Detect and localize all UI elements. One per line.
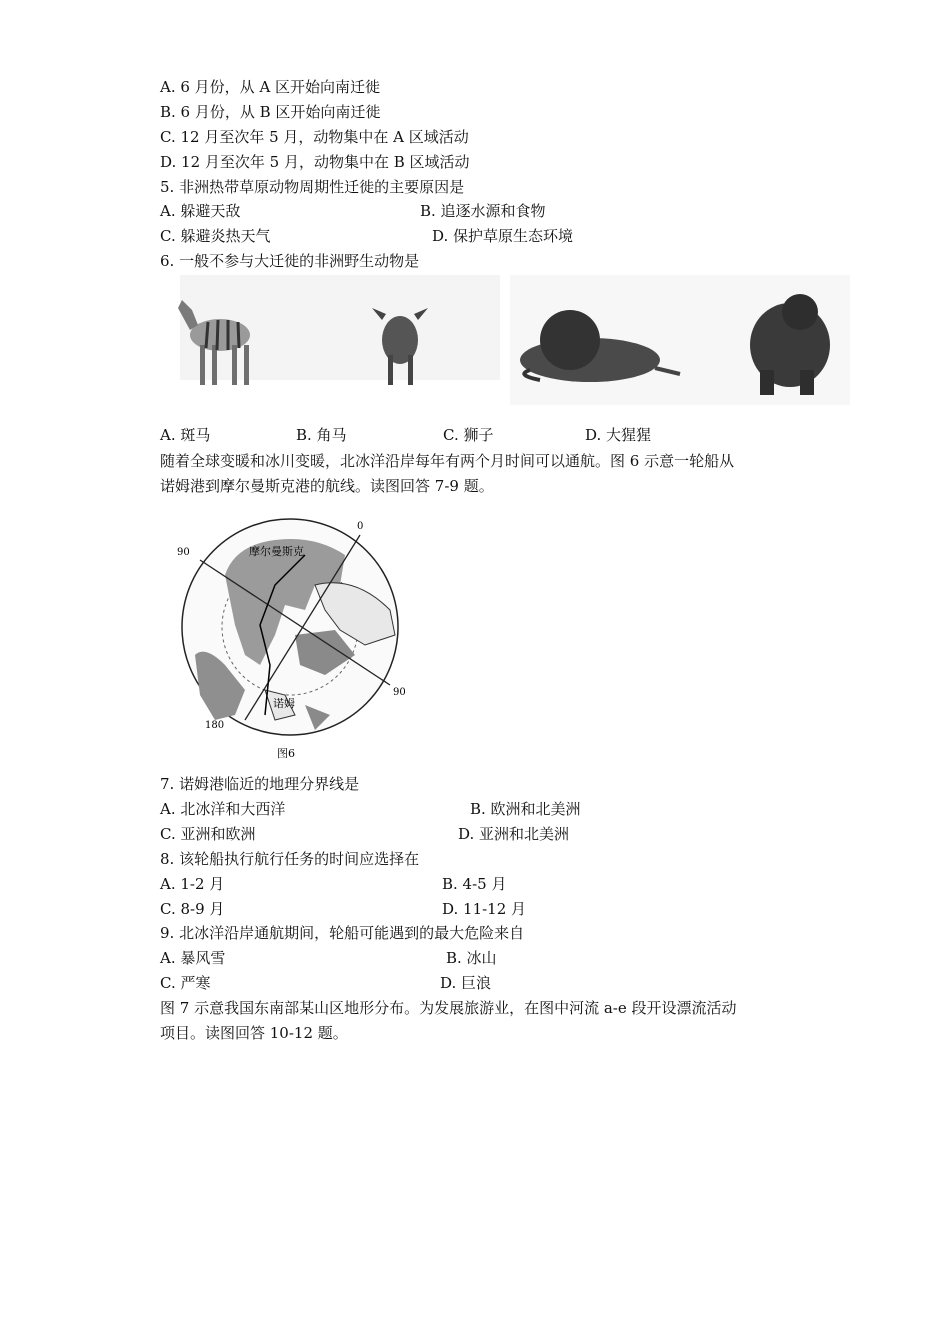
q8-option-d: D. 11-12 月: [442, 900, 527, 918]
q7-stem: 7. 诺姆港临近的地理分界线是: [160, 775, 360, 793]
map-caption: 图6: [277, 747, 295, 760]
map-label-180: 180: [205, 720, 225, 731]
q7-option-a: A. 北冰洋和大西洋: [160, 800, 286, 818]
q6-option-d: D. 大猩猩: [585, 426, 652, 444]
q6-stem: 6. 一般不参与大迁徙的非洲野生动物是: [160, 252, 420, 270]
q8-option-b: B. 4-5 月: [442, 875, 507, 893]
q5-option-c: C. 躲避炎热天气: [160, 227, 271, 245]
intro-7-9-line1: 随着全球变暖和冰川变暖，北冰洋沿岸每年有两个月时间可以通航。图 6 示意一轮船从: [160, 452, 735, 470]
q7-option-d: D. 亚洲和北美洲: [458, 825, 570, 843]
map-label-murmansk: 摩尔曼斯克: [249, 545, 304, 558]
q9-option-b: B. 冰山: [446, 949, 497, 967]
q6-option-b: B. 角马: [296, 426, 347, 444]
intro-10-12-line2: 项目。读图回答 10-12 题。: [160, 1024, 348, 1042]
intro-7-9-line2: 诺姆港到摩尔曼斯克港的航线。读图回答 7-9 题。: [160, 477, 494, 495]
q4-option-a: A. 6 月份，从 A 区开始向南迁徙: [160, 78, 381, 96]
q4-option-d: D. 12 月至次年 5 月，动物集中在 B 区域活动: [160, 153, 470, 171]
q6-option-c: C. 狮子: [443, 426, 494, 444]
q5-stem: 5. 非洲热带草原动物周期性迁徙的主要原因是: [160, 178, 465, 196]
q8-option-a: A. 1-2 月: [160, 875, 225, 893]
intro-10-12-line1: 图 7 示意我国东南部某山区地形分布。为发展旅游业，在图中河流 a-e 段开设漂流活动: [160, 999, 737, 1017]
animal-pictures: [160, 270, 850, 415]
q5-option-b: B. 追逐水源和食物: [420, 202, 546, 220]
q9-option-c: C. 严寒: [160, 974, 211, 992]
map-label-nome: 诺姆: [273, 697, 295, 710]
map-label-0: 0: [357, 521, 364, 532]
map-label-90e: 90: [393, 687, 406, 698]
q8-stem: 8. 该轮船执行航行任务的时间应选择在: [160, 850, 420, 868]
q9-option-d: D. 巨浪: [440, 974, 492, 992]
map-label-90w: 90: [177, 547, 190, 558]
q5-option-d: D. 保护草原生态环境: [432, 227, 574, 245]
q5-option-a: A. 躲避天敌: [160, 202, 241, 220]
q9-stem: 9. 北冰洋沿岸通航期间，轮船可能遇到的最大危险来自: [160, 924, 525, 942]
q9-option-a: A. 暴风雪: [160, 949, 226, 967]
q4-option-b: B. 6 月份，从 B 区开始向南迁徙: [160, 103, 381, 121]
q7-option-c: C. 亚洲和欧洲: [160, 825, 256, 843]
q6-option-a: A. 斑马: [160, 426, 211, 444]
polar-map-figure: [165, 515, 415, 765]
q7-option-b: B. 欧洲和北美洲: [470, 800, 581, 818]
q8-option-c: C. 8-9 月: [160, 900, 225, 918]
q4-option-c: C. 12 月至次年 5 月，动物集中在 A 区域活动: [160, 128, 469, 146]
